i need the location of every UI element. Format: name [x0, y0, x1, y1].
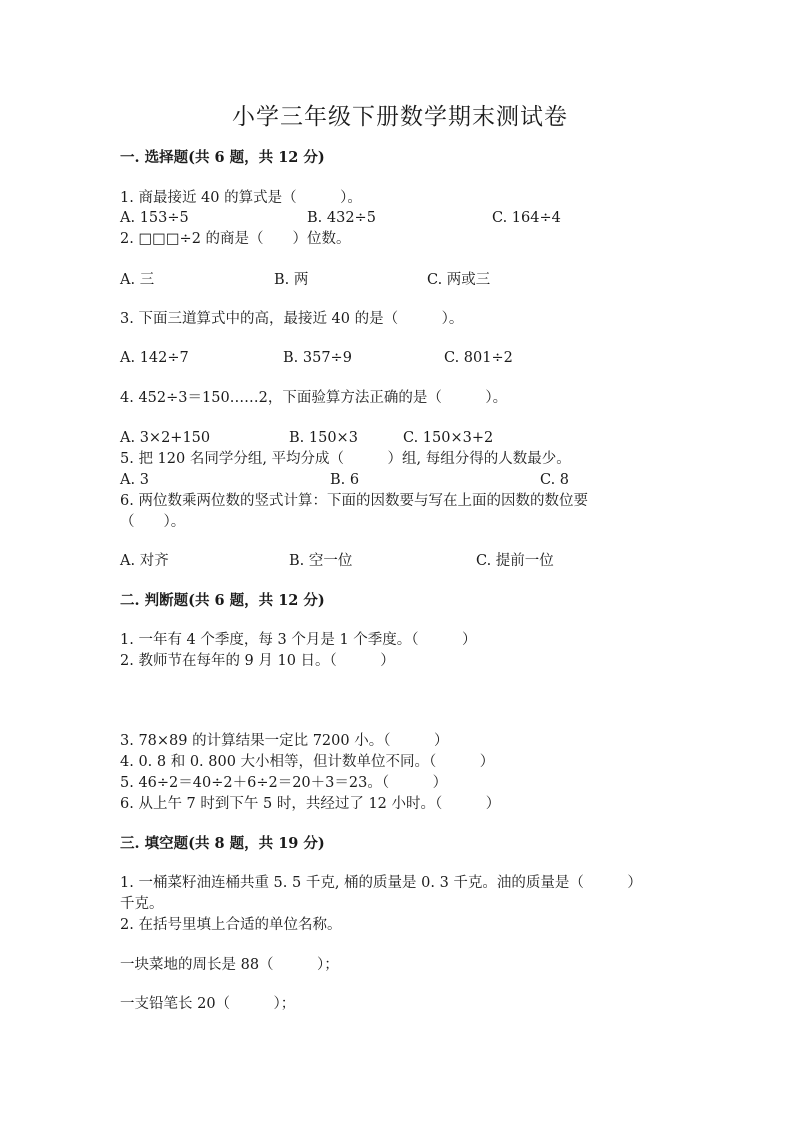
- choice-q4-option-a: A. 3×2+150: [120, 430, 211, 446]
- fill-q1-continued: 千克。: [120, 896, 164, 912]
- choice-q6-stem: 6. 两位数乘两位数的竖式计算：下面的因数要与写在上面的因数的数位要: [120, 493, 588, 509]
- judge-q3: 3. 78×89 的计算结果一定比 7200 小。（ ）: [120, 733, 449, 749]
- judge-q2: 2. 教师节在每年的 9 月 10 日。（ ）: [120, 653, 395, 669]
- section-heading-judge: 二. 判断题(共 6 题，共 12 分): [120, 592, 325, 609]
- choice-q4-stem: 4. 452÷3＝150……2，下面验算方法正确的是（ ）。: [120, 390, 508, 406]
- choice-q5-option-b: B. 6: [330, 472, 360, 488]
- choice-q6-stem-continued: （ ）。: [120, 514, 186, 530]
- fill-q2-item-a: 一块菜地的周长是 88（ ）；: [120, 957, 339, 973]
- choice-q3-option-b: B. 357÷9: [283, 350, 352, 366]
- choice-q5-option-a: A. 3: [120, 472, 149, 488]
- fill-q2-item-b: 一支铅笔长 20（ ）；: [120, 996, 296, 1012]
- choice-q3-option-c: C. 801÷2: [444, 350, 513, 366]
- judge-q5: 5. 46÷2＝40÷2＋6÷2＝20＋3＝23。（ ）: [120, 775, 448, 791]
- choice-q6-option-a: A. 对齐: [120, 553, 169, 569]
- choice-q6-option-b: B. 空一位: [289, 553, 353, 569]
- choice-q4-option-b: B. 150×3: [289, 430, 358, 446]
- choice-q3-option-a: A. 142÷7: [120, 350, 189, 366]
- choice-q1-stem: 1. 商最接近 40 的算式是（ ）。: [120, 190, 362, 206]
- fill-q2: 2. 在括号里填上合适的单位名称。: [120, 917, 342, 933]
- judge-q6: 6. 从上午 7 时到下午 5 时，共经过了 12 小时。（ ）: [120, 796, 501, 812]
- choice-q2-stem: 2. □□□÷2 的商是（ ）位数。: [120, 231, 351, 247]
- judge-q1: 1. 一年有 4 个季度，每 3 个月是 1 个季度。（ ）: [120, 632, 477, 648]
- fill-q1: 1. 一桶菜籽油连桶共重 5. 5 千克, 桶的质量是 0. 3 千克。油的质量是（ ）: [120, 875, 642, 891]
- choice-q4-option-c: C. 150×3+2: [403, 430, 494, 446]
- choice-q1-option-b: B. 432÷5: [307, 210, 376, 226]
- choice-q5-option-c: C. 8: [540, 472, 570, 488]
- choice-q1-option-a: A. 153÷5: [120, 210, 189, 226]
- judge-q4: 4. 0. 8 和 0. 800 大小相等，但计数单位不同。（ ）: [120, 754, 495, 770]
- choice-q3-stem: 3. 下面三道算式中的高，最接近 40 的是（ ）。: [120, 311, 464, 327]
- choice-q5-stem: 5. 把 120 名同学分组, 平均分成（ ）组, 每组分得的人数最少。: [120, 451, 571, 467]
- section-heading-fill: 三. 填空题(共 8 题，共 19 分): [120, 835, 325, 852]
- section-heading-choice: 一. 选择题(共 6 题，共 12 分): [120, 149, 325, 166]
- choice-q2-option-c: C. 两或三: [427, 272, 491, 288]
- choice-q1-option-c: C. 164÷4: [492, 210, 561, 226]
- choice-q2-option-b: B. 两: [274, 272, 309, 288]
- page-title: 小学三年级下册数学期末测试卷: [232, 104, 568, 130]
- choice-q6-option-c: C. 提前一位: [476, 553, 554, 569]
- choice-q2-option-a: A. 三: [120, 272, 155, 288]
